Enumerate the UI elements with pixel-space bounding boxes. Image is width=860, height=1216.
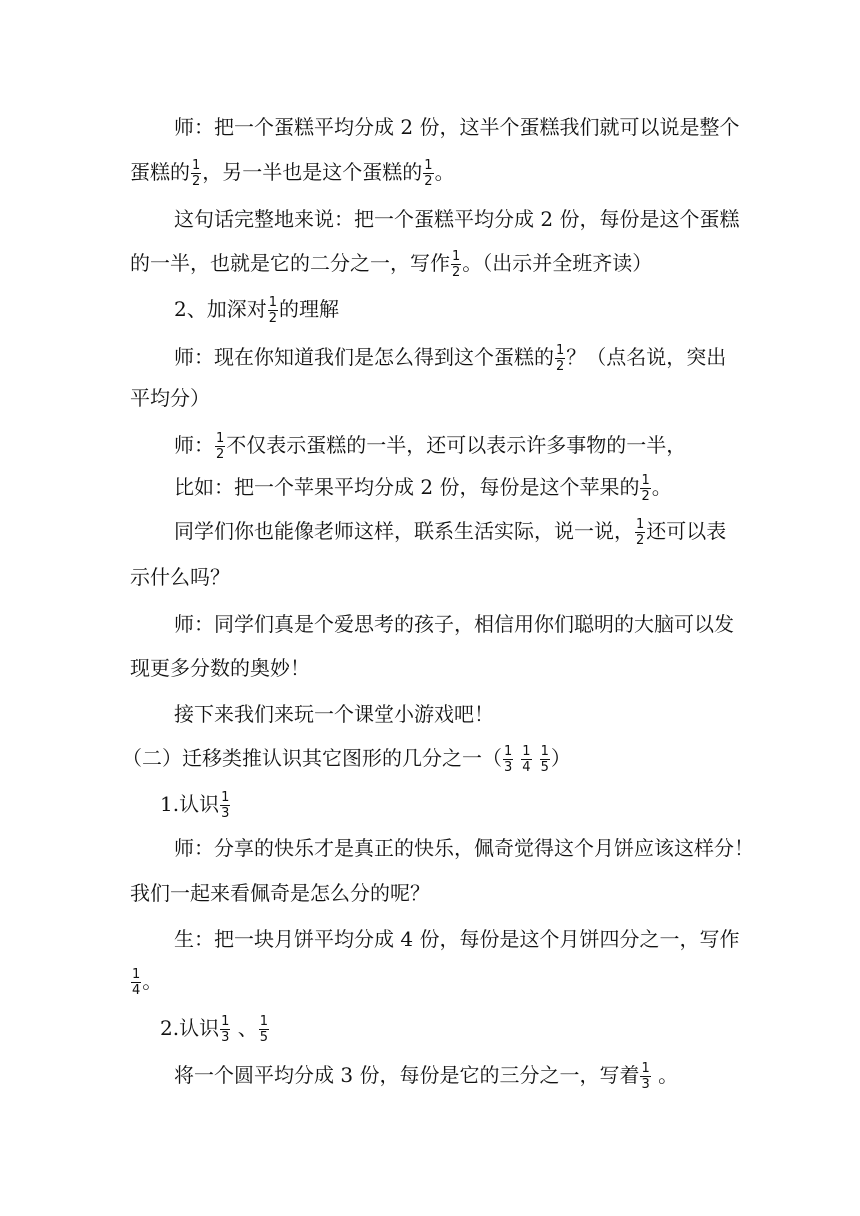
fraction: $\frac{1}{2}$ [641,473,650,504]
paragraph-line [130,648,310,688]
text-run: 2、加深对 [174,297,267,321]
text-run: 师：把一个蛋糕平均分成 2 份，这半个蛋糕我们就可以说是整个 [174,115,740,139]
text-run: 比如：把一个苹果平均分成 2 份，每份是这个苹果的 [174,475,640,499]
text-run: 。（出示并全班齐读） [462,251,653,275]
section-heading [160,1008,270,1048]
text-run: 、 [231,1016,258,1040]
fraction: $\frac{1}{2}$ [424,158,433,189]
paragraph-line [174,604,734,644]
text-run: 不仅表示蛋糕的一半，还可以表示许多事物的一半， [226,433,687,457]
text-run: ？（点名说，突出 [566,345,727,369]
text-run: 师：分享的快乐才是真正的快乐，佩奇觉得这个月饼应该这样分！ [174,836,754,860]
fraction: $\frac{1}{3}$ [221,1014,230,1045]
text-run: 师：同学们真是个爱思考的孩子，相信用你们聪明的大脑可以发 [174,612,734,636]
section-heading [122,738,571,778]
paragraph-line [174,1055,678,1095]
text-run: 2.认识 [160,1016,220,1040]
paragraph-line [130,152,455,192]
fraction: $\frac{1}{5}$ [540,744,549,775]
text-run: 师： [174,433,214,457]
text-run: 蛋糕的 [130,160,190,184]
paragraph-line [174,199,739,239]
text-run: 将一个圆平均分成 3 份，每份是它的三分之一，写着 [174,1063,640,1087]
section-heading [174,289,339,329]
paragraph-line [174,425,686,465]
fraction: $\frac{1}{4}$ [132,967,141,998]
paragraph-line [174,337,726,377]
paragraph-line [174,919,739,959]
text-run: 示什么吗？ [130,565,230,589]
text-run: 平均分） [130,386,210,410]
text-run: 还可以表 [646,519,727,543]
fraction: $\frac{1}{2}$ [192,158,201,189]
fraction: $\frac{1}{4}$ [522,744,531,775]
paragraph-line [174,107,739,147]
fraction: $\frac{1}{3}$ [641,1061,650,1092]
paragraph-line [130,873,430,913]
text-run: 这句话完整地来说：把一个蛋糕平均分成 2 份，每份是这个蛋糕 [174,207,740,231]
fraction: $\frac{1}{5}$ [259,1014,269,1045]
section-heading [160,784,231,824]
text-run: 同学们你也能像老师这样，联系生活实际，说一说， [174,519,634,543]
text-run: 师：现在你知道我们是怎么得到这个蛋糕的 [174,345,554,369]
fraction: $\frac{1}{2}$ [216,431,225,462]
fraction: $\frac{1}{2}$ [268,295,278,326]
paragraph-line [130,243,652,283]
fraction: $\frac{1}{3}$ [221,790,230,821]
text-run: 。 [651,1063,679,1087]
paragraph-line [174,511,726,551]
text-run: 。 [651,475,672,499]
text-run: 我们一起来看佩奇是怎么分的呢？ [130,881,430,905]
fraction: $\frac{1}{2}$ [636,517,645,548]
paragraph-line [130,961,162,1001]
text-run: 现更多分数的奥妙！ [130,656,310,680]
fraction: $\frac{1}{2}$ [556,343,565,374]
text-run: 。 [142,969,163,993]
text-run: 的理解 [279,297,340,321]
fraction: $\frac{1}{3}$ [504,744,513,775]
text-run: 的一半，也就是它的二分之一，写作 [130,251,450,275]
paragraph-line [174,694,494,734]
text-run: 1.认识 [160,792,220,816]
text-run: 接下来我们来玩一个课堂小游戏吧！ [174,702,494,726]
paragraph-line [130,378,210,418]
text-run: ） [550,746,571,770]
paragraph-line [174,467,672,507]
text-run: 。 [434,160,455,184]
text-run: ，另一半也是这个蛋糕的 [202,160,423,184]
paragraph-line [174,828,754,868]
text-run: 生：把一块月饼平均分成 4 份，每份是这个月饼四分之一，写作 [174,927,740,951]
text-run: （二）迁移类推认识其它图形的几分之一（ [122,746,502,770]
fraction: $\frac{1}{2}$ [452,249,461,280]
paragraph-line [130,557,230,597]
